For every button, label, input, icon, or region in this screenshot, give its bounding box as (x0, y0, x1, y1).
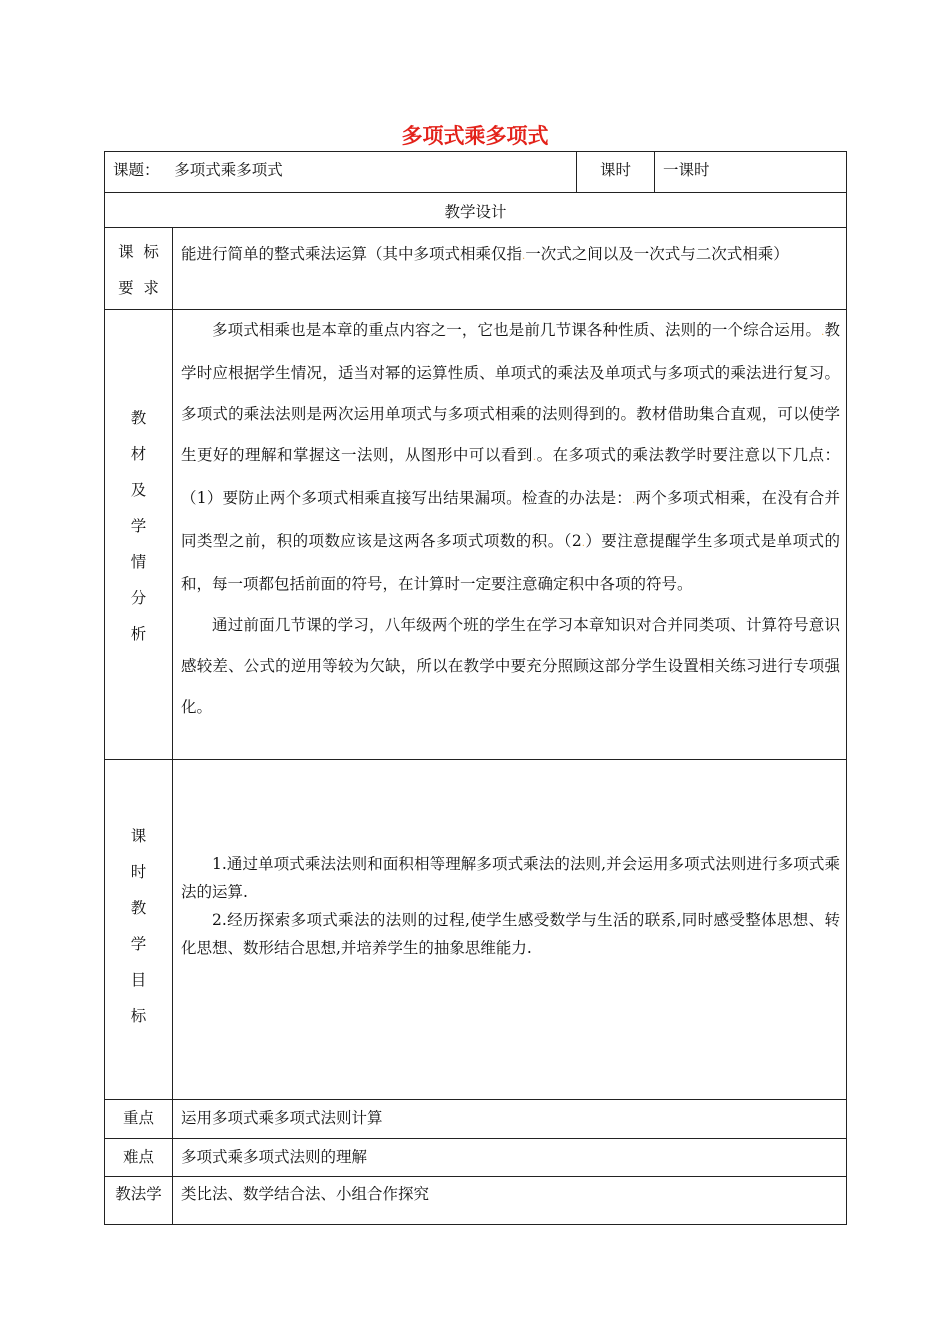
objectives-text-cell (173, 760, 847, 1100)
period-value-cell (655, 152, 847, 193)
objectives-label: 课 时 教 学 目 标 (130, 827, 147, 1025)
method-text: 类比法、数学结合法、小组合作探究 (181, 1185, 430, 1203)
topic-label: 课题： (113, 161, 160, 179)
period-label: 课时 (599, 161, 631, 179)
analysis-paragraph-2: 通过前面几节课的学习，八年级两个班的学生在学习本章知识对合并同类项、计算符号意识感较差、公式的逆用等较为欠缺，所以在教学中要充分照顾这部分学生设置相关练习进行专项强化。 (181, 616, 840, 716)
design-heading: 教学设计 (444, 203, 507, 221)
objectives-row (105, 760, 847, 1100)
key-point-label: 重点 (122, 1109, 154, 1127)
design-heading-cell (105, 193, 847, 228)
difficulty-text: 多项式乘多项式法则的理解 (181, 1148, 368, 1166)
standard-label-cell (105, 228, 173, 310)
objectives-label-cell (105, 760, 173, 1100)
topic-cell (105, 152, 577, 193)
period-label-cell (577, 152, 655, 193)
key-point-label-cell (105, 1100, 173, 1139)
method-label-cell (105, 1177, 173, 1225)
design-heading-row (105, 193, 847, 228)
standard-text-cell (173, 228, 847, 310)
standard-label-line2: 要 求 (118, 279, 159, 297)
key-point-text: 运用多项式乘多项式法则计算 (181, 1109, 383, 1127)
analysis-row (105, 310, 847, 760)
analysis-label-cell (105, 310, 173, 760)
lesson-plan-table (104, 151, 847, 1225)
standard-text: 能进行简单的整式乘法运算（其中多项式相乘仅指.一次式之间以及一次式与二次式相乘） (181, 245, 789, 263)
method-label: 教法学 (115, 1185, 162, 1203)
difficulty-text-cell (173, 1139, 847, 1177)
difficulty-label: 难点 (122, 1148, 154, 1166)
analysis-text-cell (173, 310, 847, 760)
period-value: 一课时 (663, 161, 710, 179)
difficulty-label-cell (105, 1139, 173, 1177)
analysis-paragraph-1: 多项式相乘也是本章的重点内容之一，它也是前几节课各种性质、法则的一个综合运用。.教学时应根据学生情况，适当对幂的运算性质、单项式的乘法及单项式与多项式的乘法进行复习。多项式的乘法法则是两次运用单项式与多项式相乘的法则得到的。教材借助集合直观，可以使学生更好的理解和掌握这一法则，从图形中可以看到.。在多项式的乘法教学时要注意以下几点：（1）要防止两个多项式相乘直接写出结果漏项。检查的办法是：.两个多项式相乘，在没有合并同类型之前，积的项数应该是这两各多项式项数的积。（2.）要注意提醒学生多项式是单项式的和，每一项都包括前面的符号，在计算时一定要注意确定积中各项的符号。 (181, 321, 840, 593)
method-text-cell (173, 1177, 847, 1225)
analysis-label: 教 材 及 学 情 分 析 (130, 409, 147, 643)
header-row (105, 152, 847, 193)
difficulty-row (105, 1139, 847, 1177)
objective-item-1: 1.通过单项式乘法法则和面积相等理解多项式乘法的法则,并会运用多项式法则进行多项式乘法的运算. (181, 855, 840, 901)
key-point-row (105, 1100, 847, 1139)
standard-row (105, 228, 847, 310)
document-title: 多项式乘多项式 (401, 124, 549, 148)
method-row (105, 1177, 847, 1225)
standard-label-line1: 课 标 (118, 243, 159, 261)
topic-value: 多项式乘多项式 (174, 161, 283, 179)
objective-item-2: 2.经历探索多项式乘法的法则的过程,使学生感受数学与生活的联系,同时感受整体思想、转化思想、数形结合思想,并培养学生的抽象思维能力. (181, 911, 840, 957)
key-point-text-cell (173, 1100, 847, 1139)
